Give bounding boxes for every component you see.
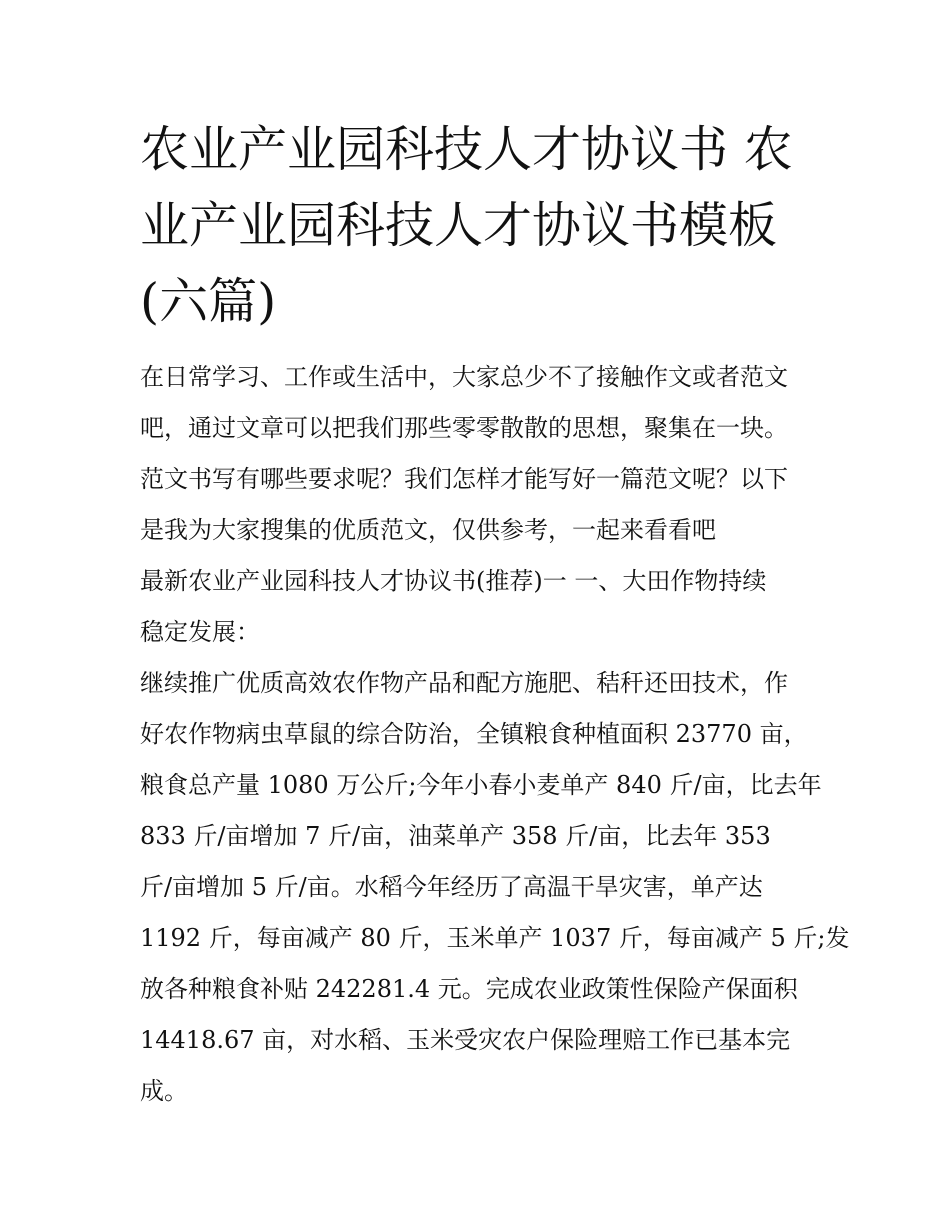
body-line: 833 斤/亩增加 7 斤/亩，油菜单产 358 斤/亩，比去年 353	[140, 822, 771, 850]
body-line: 吧，通过文章可以把我们那些零零散散的思想，聚集在一块。	[140, 414, 788, 442]
document-body	[140, 352, 850, 1117]
document-title	[140, 112, 820, 340]
body-line: 稳定发展：	[140, 618, 260, 646]
body-line: 好农作物病虫草鼠的综合防治，全镇粮食种植面积 23770 亩，	[140, 720, 808, 748]
body-line: 范文书写有哪些要求呢？我们怎样才能写好一篇范文呢？以下	[140, 465, 788, 493]
body-line: 最新农业产业园科技人才协议书(推荐)一 一、大田作物持续	[140, 567, 767, 595]
body-line: 粮食总产量 1080 万公斤;今年小春小麦单产 840 斤/亩，比去年	[140, 771, 822, 799]
body-line: 斤/亩增加 5 斤/亩。水稻今年经历了高温干旱灾害，单产达	[140, 873, 763, 901]
body-line: 1192 斤，每亩减产 80 斤，玉米单产 1037 斤，每亩减产 5 斤;发	[140, 924, 850, 952]
body-line: 在日常学习、工作或生活中，大家总少不了接触作文或者范文	[140, 363, 788, 391]
body-line: 继续推广优质高效农作物产品和配方施肥、秸秆还田技术，作	[140, 669, 788, 697]
title-line: (六篇)	[140, 273, 277, 330]
body-line: 放各种粮食补贴 242281.4 元。完成农业政策性保险产保面积	[140, 975, 798, 1003]
title-line: 业产业园科技人才协议书模板	[140, 197, 778, 254]
body-line: 14418.67 亩，对水稻、玉米受灾农户保险理赔工作已基本完	[140, 1026, 791, 1054]
body-line: 成。	[140, 1077, 188, 1105]
title-line: 农业产业园科技人才协议书 农	[140, 121, 793, 178]
body-line: 是我为大家搜集的优质范文，仅供参考，一起来看看吧	[140, 516, 716, 544]
